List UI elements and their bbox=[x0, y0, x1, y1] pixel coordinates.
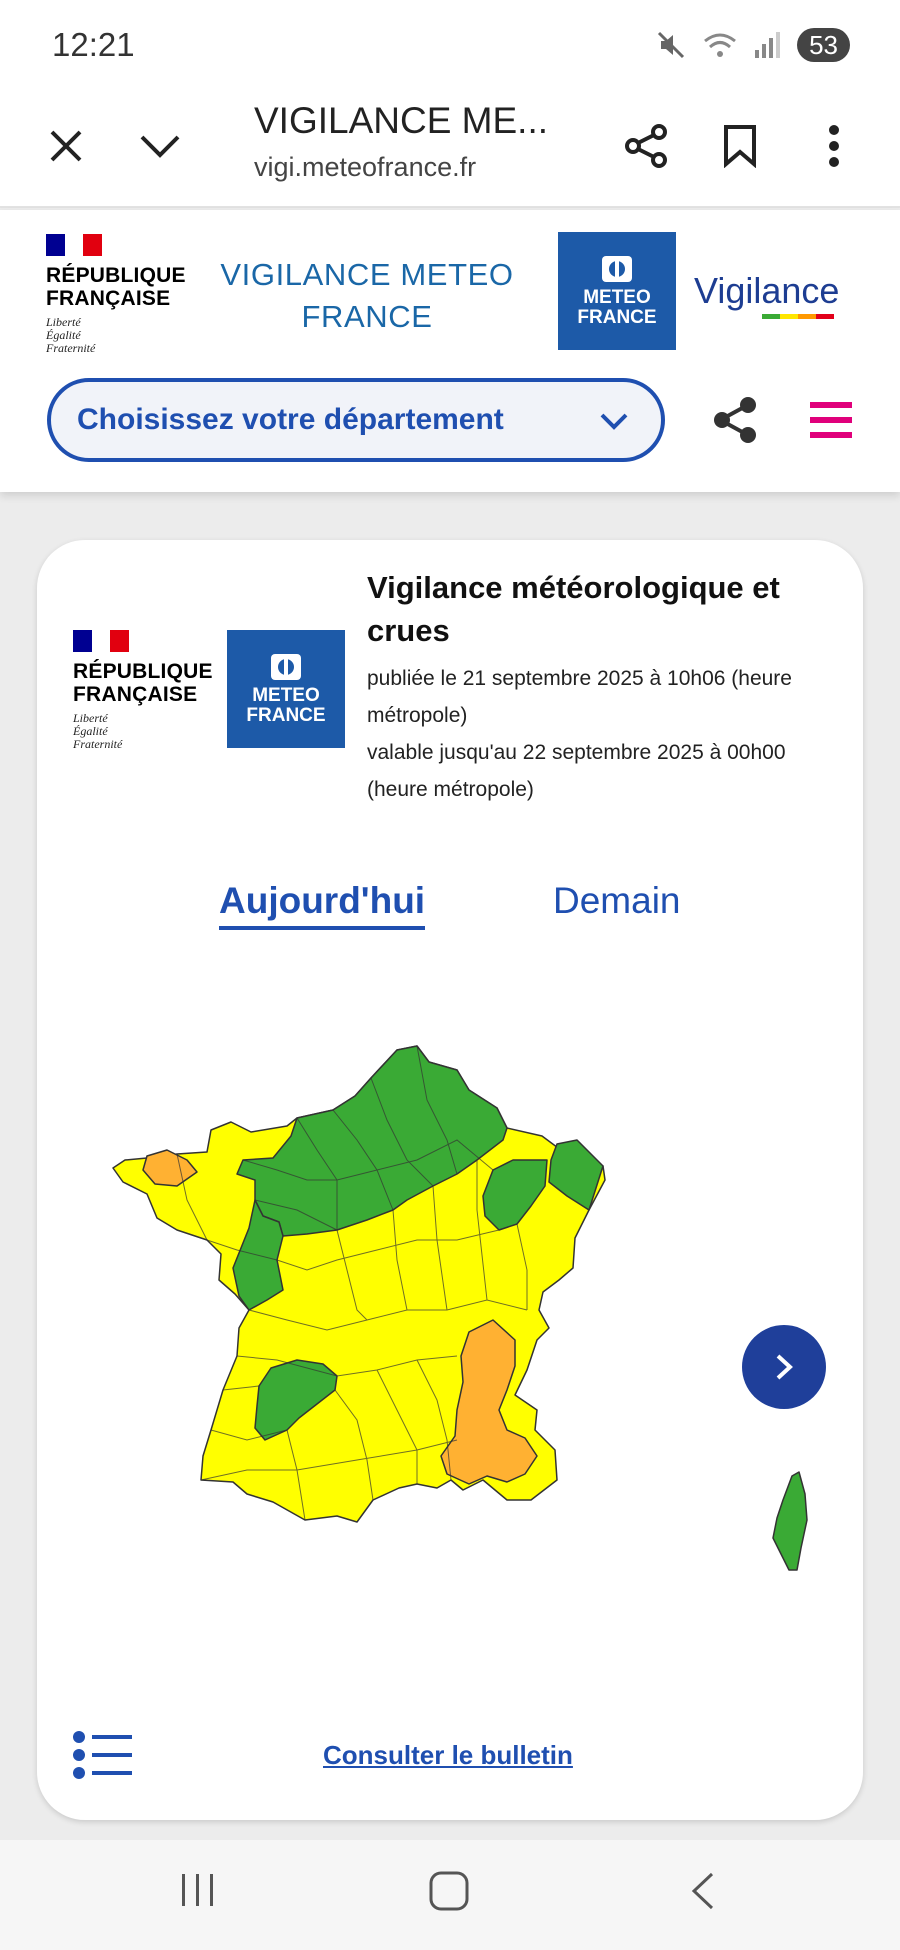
department-select-label: Choisissez votre département bbox=[77, 403, 504, 436]
site-title[interactable]: VIGILANCE METEO FRANCE bbox=[220, 257, 514, 334]
rf-motto: Liberté Égalité Fraternité bbox=[73, 711, 123, 751]
meteo-france-logo[interactable]: METEO FRANCE bbox=[558, 232, 676, 350]
bookmark-button[interactable] bbox=[710, 116, 770, 176]
meteo-france-symbol-icon bbox=[269, 652, 303, 682]
vigilance-logo[interactable]: Vigilance bbox=[694, 270, 839, 319]
rf-name: RÉPUBLIQUE FRANÇAISE bbox=[73, 660, 213, 706]
next-map-button[interactable] bbox=[742, 1325, 826, 1409]
share-icon bbox=[623, 123, 669, 169]
status-bar bbox=[0, 0, 900, 90]
map-region-green-corsica bbox=[773, 1472, 807, 1570]
meteo-france-logo: METEO FRANCE bbox=[227, 630, 345, 748]
french-flag-icon bbox=[46, 234, 102, 256]
home-icon bbox=[428, 1870, 470, 1912]
bookmark-icon bbox=[722, 124, 758, 168]
chevron-right-icon bbox=[770, 1352, 798, 1382]
menu-button[interactable] bbox=[808, 400, 854, 445]
page-url[interactable]: vigi.meteofrance.fr bbox=[254, 152, 477, 182]
status-icons bbox=[655, 28, 850, 62]
close-tab-button[interactable] bbox=[36, 116, 96, 176]
france-map bbox=[37, 1010, 863, 1710]
rf-motto: Liberté Égalité Fraternité bbox=[46, 315, 96, 355]
back-icon bbox=[688, 1870, 718, 1912]
status-time: 12:21 bbox=[52, 26, 135, 63]
close-icon bbox=[46, 126, 86, 166]
more-options-button[interactable] bbox=[804, 116, 864, 176]
tab-tomorrow[interactable]: Demain bbox=[553, 880, 681, 921]
tab-today[interactable]: Aujourd'hui bbox=[219, 880, 425, 930]
system-navigation-bar bbox=[0, 1840, 900, 1950]
back-button[interactable] bbox=[688, 1870, 718, 1917]
wifi-icon bbox=[701, 29, 739, 61]
vigilance-card bbox=[37, 540, 863, 1820]
card-title: Vigilance météorologique et crues bbox=[367, 570, 780, 648]
meteo-france-symbol-icon bbox=[600, 254, 634, 284]
published-date: publiée le 21 septembre 2025 à 10h06 (heure métropole) bbox=[367, 667, 792, 727]
battery-indicator: 53 bbox=[797, 28, 850, 62]
share-icon bbox=[712, 396, 758, 444]
republique-francaise-logo[interactable] bbox=[46, 234, 186, 355]
minimize-button[interactable] bbox=[130, 116, 190, 176]
hamburger-menu-icon bbox=[808, 400, 854, 440]
more-vertical-icon bbox=[828, 124, 840, 168]
mute-icon bbox=[655, 29, 687, 61]
recent-apps-button[interactable] bbox=[178, 1870, 218, 1915]
publication-info bbox=[367, 660, 827, 808]
browser-toolbar bbox=[0, 90, 900, 208]
chevron-down-icon bbox=[597, 404, 631, 438]
chevron-down-icon bbox=[138, 131, 182, 161]
recent-apps-icon bbox=[178, 1870, 218, 1910]
page-title: VIGILANCE ME... bbox=[254, 100, 549, 141]
vigilance-color-bar bbox=[762, 314, 834, 319]
home-button[interactable] bbox=[428, 1870, 470, 1917]
french-flag-icon bbox=[73, 630, 129, 652]
list-icon[interactable] bbox=[72, 1730, 134, 1780]
vigilance-map[interactable] bbox=[37, 1010, 863, 1710]
signal-icon bbox=[753, 30, 783, 60]
valid-until-date: valable jusqu'au 22 septembre 2025 à 00h00 (heure métropole) bbox=[367, 741, 786, 801]
share-page-button[interactable] bbox=[616, 116, 676, 176]
rf-name: RÉPUBLIQUE FRANÇAISE bbox=[46, 264, 186, 310]
share-button[interactable] bbox=[712, 396, 758, 449]
department-select[interactable] bbox=[47, 378, 665, 462]
site-header bbox=[0, 210, 900, 492]
republique-francaise-logo bbox=[73, 630, 213, 751]
consult-bulletin-link[interactable]: Consulter le bulletin bbox=[323, 1740, 573, 1770]
